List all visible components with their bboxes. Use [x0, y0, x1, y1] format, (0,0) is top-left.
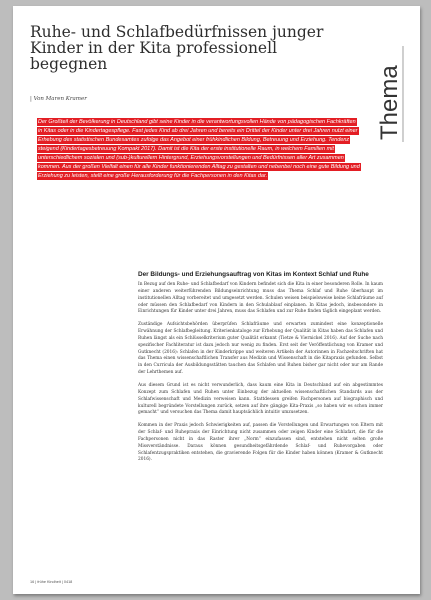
body-paragraph-1: In Bezug auf den Ruhe- und Schlafbedarf von Kindern befindet sich die Kita in einer besonderen Rolle. In kaum einer anderen weiterführenden Bildungseinrichtung muss das Thema Schlaf und Ruhe überhaupt im institutionellen Alltag vorbereitet und umgesetzt werden. Schulen weisen beispielsweise keine Schlafräume auf oder müssen den Schlafbedarf von Kindern in den Schulablauf einplanen. In Kitas jedoch, insbesondere in Einrichtungen für Kinder unter drei Jahren, muss das Schlafen und zur Ruhe finden täglich eingeplant werden. — [138, 282, 383, 315]
intro-paragraph — [37, 118, 361, 181]
article-title: Ruhe- und Schlafbedürfnissen junger Kinder in der Kita professionell begegnen — [30, 23, 324, 73]
author-line: | Von Maren Kramer — [30, 96, 87, 102]
body-paragraph-3: Aus diesem Grund ist es nicht verwunderlich, dass kaum eine Kita in Deutschland auf ein abgestimmtes Konzept zum Schlafen und Ruhen unter Einbezug der aktuellen wissenschaftlichen Standards aus der Schlafwissenschaft und Medizin verweisen kann. Stattdessen greifen Fachpersonen auf biographisch und kulturell begründete Vorstellungen zurück, setzen auf ihre gängige Kita-Praxis „so haben wir es schon immer gemacht“ und versuchen das Thema damit hauptsächlich intuitiv umzusetzen. — [138, 382, 383, 416]
body-paragraph-2: Zuständige Aufsichtsbehörden überprüfen Schlafräume und erwarten zumindest eine konzeptionelle Erwähnung der Schlafbegleitung. Kriterienkataloge zur Erhebung der Qualität in Kitas haben das Schlafen und Ruhen längst als ein Schlüsselkriterium guter Qualität erkannt (Tietze & Viernickel 2016). Auf der Suche nach spezifischer Fachliteratur ist dazu jedoch nur wenig zu finden. Erst seit der Veröffentlichung von Kramer und Gutknecht (2016): Schlafen in der Kinderkrippe und weiteren Artikeln der Autorinnen in Fachzeitschriften hat das Thema einen wissenschaftlichen Transfer aus Medizin und Wissenschaft in die Kitapraxis gefunden. Selbst in den Curricula der Ausbildungsstätten tauchen das Schlafen und Ruhen bisher gar nicht oder nur am Rande der Lehrthemen auf. — [138, 322, 383, 376]
section-side-label — [373, 36, 419, 146]
side-label-text: Thema — [376, 65, 403, 140]
body-paragraph-4: Kommen in der Praxis jedoch Schwierigkeiten auf, passen die Vorstellungen und Erwartungen von Eltern mit der Schlaf- und Ruhepraxis der Einrichtung nicht zusammen oder zeigen Kinder eine Schlafart, die für die Fachpersonen nicht in das Raster ihrer „Norm“ einzufassen sind, entstehen nicht selten große Missverständnisse. Daraus können gesundheitsgefährdende Schlaf- und Ruhevorgaben oder Schlafentzugspraktiken entstehen, die gravierende Folgen für die Kinder haben können (Kramer & Gutknecht 2016). — [138, 423, 383, 463]
magazine-page — [13, 6, 420, 594]
intro-highlight-text: Der Großteil der Bevölkerung in Deutschland gibt seine Kinder in die verantwortungsvollen Hände von pädagogischen Fachkräften in Kitas oder in die Kindertagespflege. Fast jedes Kind ab drei Jahren und bereits ein Drittel der Kinder unter drei Jahren nutzt einer Erhebung des statistischen Bundesamtes zufolge das Angebot einer frühkindlichen Bildung, Betreuung und Erziehung. Tendenz steigend (Kindertagesbetreuung Kompakt 2017). Damit ist die Kita der erste institutionelle Raum, in welchem Familien mit unterschiedlichem sozialen und (sub-)kulturellem Hintergrund, Erziehungsvorstellungen und Bedürfnissen aller Art zusammen kommen. Aus der großen Vielfalt einen für alle Kinder funktionierenden Alltag zu gestalten und nebenbei noch eine gute Bildung und Erziehung zu leisten, stellt eine große Herausforderung für die Fachpersonen in den Kitas dar. — [38, 119, 360, 179]
body-column — [138, 271, 383, 470]
page-footer: 16 | frühe Kindheit | 0418 — [30, 580, 73, 584]
section-heading: Der Bildungs- und Erziehungsauftrag von Kitas im Kontext Schlaf und Ruhe — [138, 271, 369, 278]
